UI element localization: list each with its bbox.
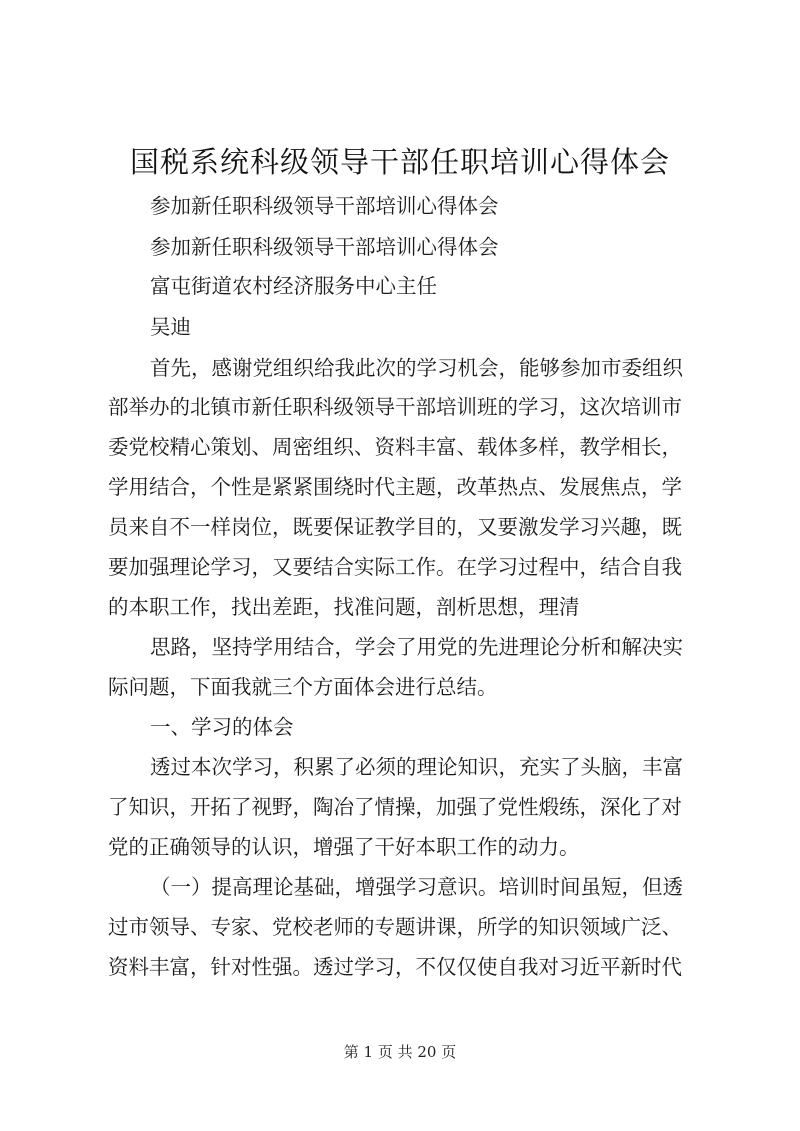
author-position: 富屯街道农村经济服务中心主任 [150, 274, 437, 298]
paragraph-line: 过市领导、专家、党校老师的专题讲课，所学的知识领域广泛、 [108, 915, 682, 939]
paragraph-line: 部举办的北镇市新任职科级领导干部培训班的学习，这次培训市 [108, 395, 682, 419]
paragraph-line: 的本职工作，找出差距，找准问题，剖析思想，理清 [108, 595, 580, 619]
section-heading: 一、学习的体会 [150, 715, 294, 739]
document-title: 国税系统科级领导干部任职培训心得体会 [129, 145, 670, 179]
paragraph-line: 透过本次学习，积累了必须的理论知识，充实了头脑，丰富 [150, 755, 683, 779]
paragraph-line: 了知识，开拓了视野，陶冶了情操，加强了党性煅练，深化了对 [108, 795, 682, 819]
paragraph-line: 首先，感谢党组织给我此次的学习机会，能够参加市委组织 [150, 356, 683, 380]
author-name: 吴迪 [150, 315, 191, 339]
paragraph-line: 学用结合，个性是紧紧围绕时代主题，改革热点、发展焦点，学 [108, 475, 682, 499]
paragraph-line: 思路，坚持学用结合，学会了用党的先进理论分析和解决实 [150, 635, 683, 659]
paragraph-line: 党的正确领导的认识，增强了干好本职工作的动力。 [108, 835, 580, 859]
subtitle-line: 参加新任职科级领导干部培训心得体会 [150, 194, 499, 218]
paragraph-line: 委党校精心策划、周密组织、资料丰富、载体多样，教学相长， [108, 435, 682, 459]
paragraph-line: 际问题，下面我就三个方面体会进行总结。 [108, 675, 498, 699]
paragraph-line: 要加强理论学习，又要结合实际工作。在学习过程中，结合自我 [108, 555, 682, 579]
subtitle-line: 参加新任职科级领导干部培训心得体会 [150, 235, 499, 259]
paragraph-line: 资料丰富，针对性强。透过学习，不仅仅使自我对习近平新时代 [108, 955, 682, 979]
paragraph-line: 员来自不一样岗位，既要保证教学目的，又要激发学习兴趣，既 [108, 515, 682, 539]
page-footer: 第 1 页 共 20 页 [343, 1043, 457, 1061]
paragraph-line: （一）提高理论基础，增强学习意识。培训时间虽短，但透 [150, 875, 683, 899]
